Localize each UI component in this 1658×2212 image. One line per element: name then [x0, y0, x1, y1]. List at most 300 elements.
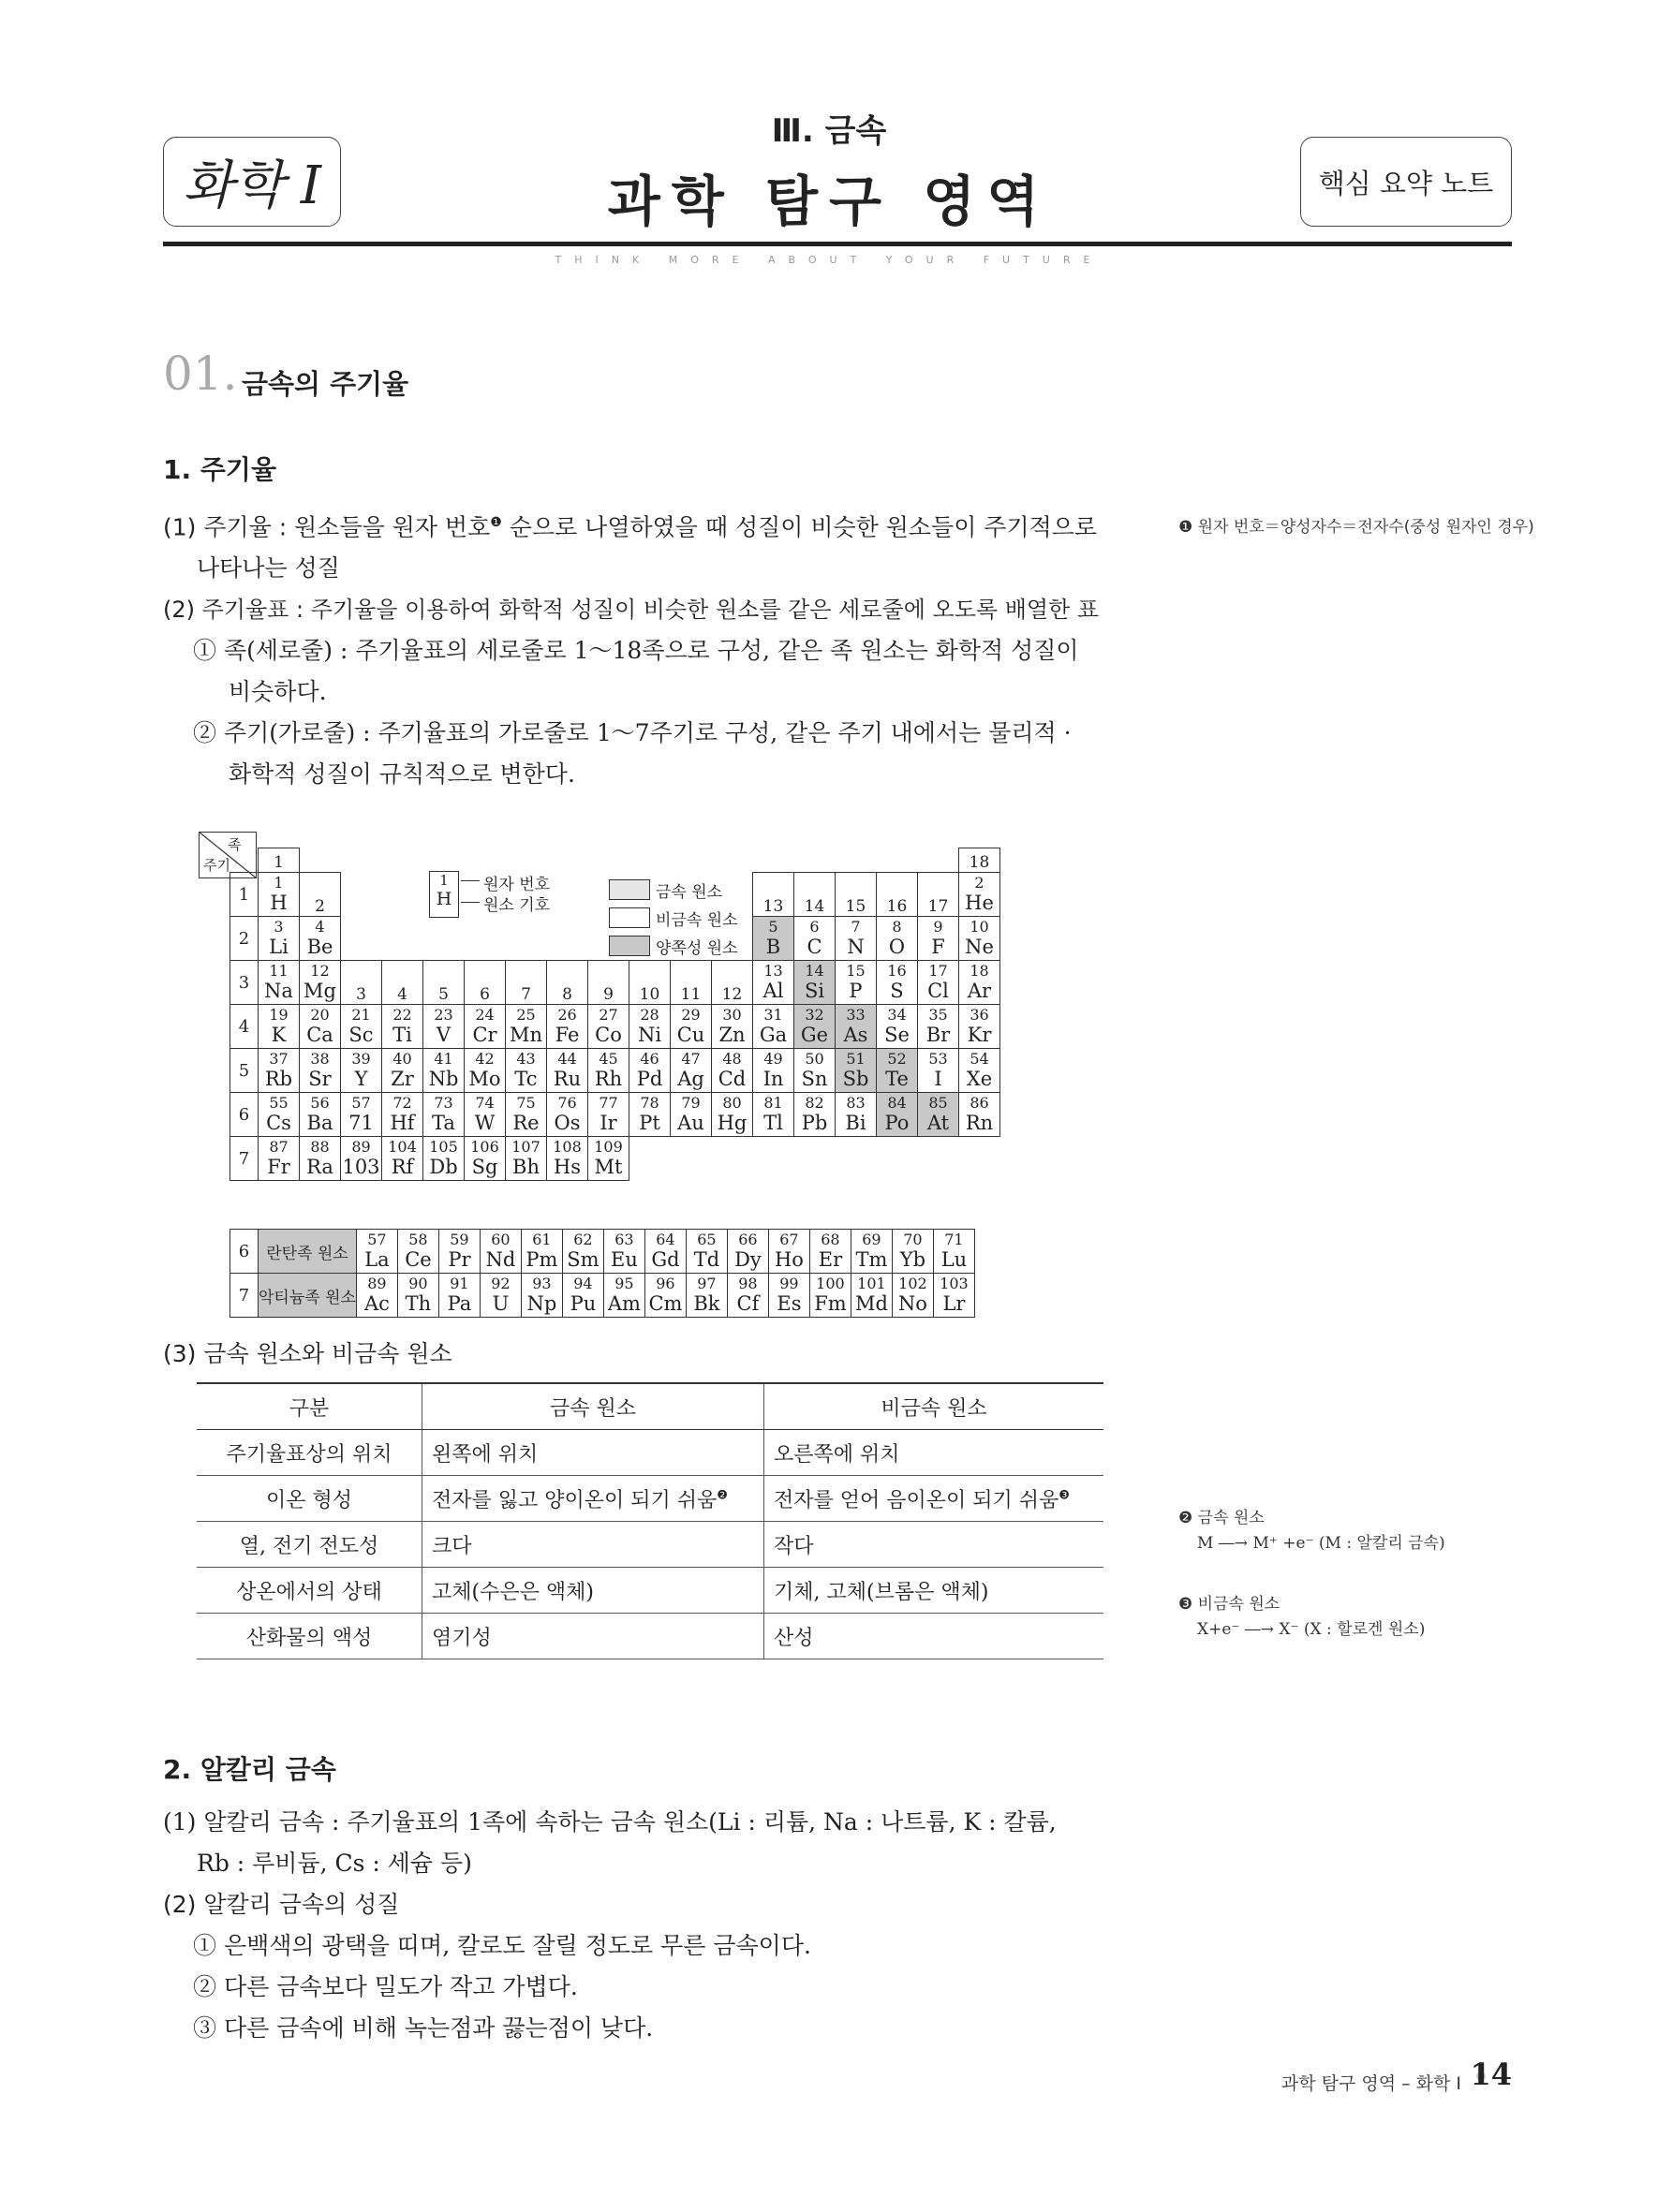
element-cell: [300, 961, 341, 1005]
period-label: 3: [230, 961, 259, 1005]
element-symbol: Lr: [942, 1292, 966, 1315]
sidenote-3-title: ❸ 비금속 원소: [1178, 1595, 1281, 1614]
table-cell: 고체(수은은 액체): [422, 1568, 764, 1614]
element-cell: [588, 1093, 629, 1137]
element-cell: [644, 1230, 686, 1274]
table-cell: 왼쪽에 위치: [422, 1430, 764, 1476]
atomic-number: 1: [274, 874, 284, 892]
atomic-number: 41: [434, 1050, 453, 1068]
atomic-number: 24: [475, 1006, 495, 1024]
atomic-number: 46: [640, 1050, 659, 1068]
table-cell: 기체, 고체(브롬은 액체): [764, 1568, 1104, 1614]
empty-cell: [341, 873, 382, 917]
element-symbol: Ir: [600, 1112, 617, 1134]
element-symbol: Cl: [927, 980, 949, 1002]
group-header: 18: [959, 848, 1000, 873]
period-label: 5: [230, 1049, 259, 1093]
note-box: [1300, 137, 1512, 227]
element-symbol: Cs: [266, 1112, 291, 1134]
atomic-number: 109: [594, 1138, 623, 1156]
group-header: 11: [671, 961, 712, 1005]
group-header: 5: [423, 961, 465, 1005]
atomic-number: 53: [928, 1050, 948, 1068]
element-cell: [918, 1093, 959, 1137]
element-symbol: Nb: [428, 1068, 459, 1090]
atomic-number: 25: [516, 1006, 536, 1024]
table-cell: 작다: [764, 1522, 1104, 1568]
period-row: [230, 1137, 1000, 1181]
sidenote-2: [1178, 1506, 1534, 1556]
atomic-number: 61: [532, 1231, 552, 1248]
element-symbol: Ag: [677, 1068, 704, 1090]
element-symbol: Pt: [639, 1112, 660, 1134]
atomic-number: 90: [408, 1275, 428, 1292]
element-cell: [727, 1230, 768, 1274]
empty-cell: [300, 848, 341, 873]
element-cell: [341, 1005, 382, 1049]
element-symbol: Yb: [899, 1248, 926, 1271]
unit-label: Ⅲ. 금속: [771, 112, 887, 150]
element-symbol: Kr: [967, 1024, 992, 1046]
table-cell: 전자를 잃고 양이온이 되기 쉬움$^❷$: [422, 1476, 764, 1522]
element-cell: [768, 1230, 809, 1274]
atomic-number: 74: [475, 1094, 495, 1112]
part2-item1-line2: Rb : 루비듐, Cs : 세슘 등): [197, 1850, 472, 1877]
element-symbol: U: [492, 1292, 510, 1315]
element-symbol: Te: [885, 1068, 909, 1090]
element-symbol: Mn: [509, 1024, 543, 1046]
group-header-row: [230, 848, 1000, 873]
f-block-label: 란탄족 원소: [259, 1230, 357, 1274]
element-symbol: Na: [264, 980, 293, 1002]
element-cell: [300, 1005, 341, 1049]
element-symbol: Pm: [526, 1248, 558, 1271]
element-cell: [603, 1230, 644, 1274]
element-cell: [753, 961, 794, 1005]
element-symbol: As: [843, 1024, 868, 1046]
atomic-number: 12: [310, 962, 330, 980]
atomic-number: 13: [763, 962, 783, 980]
table-cell: 크다: [422, 1522, 764, 1568]
part2-sub3: ③ 다른 금속에 비해 녹는점과 끓는점이 낮다.: [193, 2014, 654, 2042]
atomic-number: 104: [388, 1138, 417, 1156]
atomic-number: 51: [846, 1050, 866, 1068]
element-symbol: Lu: [940, 1248, 968, 1271]
sidenote-2-eq: M ―→ M⁺ +e⁻ (M : 알칼리 금속): [1197, 1534, 1445, 1553]
element-cell: [259, 1137, 300, 1181]
empty-cell: [382, 848, 423, 873]
subject-label: 화학 I: [182, 155, 322, 216]
element-symbol: Am: [607, 1292, 641, 1315]
element-cell: [259, 873, 300, 917]
element-symbol: Cr: [472, 1024, 497, 1046]
period-label: 1: [230, 873, 259, 917]
element-symbol: Rn: [965, 1112, 994, 1134]
element-symbol: La: [364, 1248, 390, 1271]
empty-cell: [671, 848, 712, 873]
group-header: 6: [465, 961, 506, 1005]
element-cell: [588, 1049, 629, 1093]
element-cell: [959, 961, 1000, 1005]
empty-cell: [712, 1137, 753, 1181]
atomic-number: 21: [351, 1006, 371, 1024]
group-header: 14: [794, 873, 836, 917]
element-symbol: Po: [884, 1112, 910, 1134]
element-cell: [480, 1274, 521, 1318]
element-cell: [397, 1230, 438, 1274]
legend-key-line-2: [461, 902, 480, 903]
atomic-number: 5: [768, 918, 778, 936]
empty-cell: [341, 848, 382, 873]
comparison-header-row: [197, 1383, 1103, 1430]
atomic-number: 98: [738, 1275, 758, 1292]
legend: [609, 876, 738, 960]
element-symbol: In: [762, 1068, 784, 1090]
element-cell: [341, 1137, 382, 1181]
empty-cell: [629, 1137, 671, 1181]
empty-cell: [877, 848, 918, 873]
part2-item2: (2) 알칼리 금속의 성질: [163, 1891, 400, 1918]
comparison-grid: [197, 1382, 1103, 1659]
table-row: [197, 1568, 1103, 1614]
element-cell: [794, 917, 836, 961]
atomic-number: 64: [656, 1231, 675, 1248]
element-cell: [918, 917, 959, 961]
empty-cell: [506, 848, 547, 873]
element-cell: [521, 1230, 562, 1274]
element-symbol: At: [926, 1112, 950, 1134]
element-cell: [644, 1274, 686, 1318]
empty-cell: [588, 848, 629, 873]
atomic-number: 68: [821, 1231, 840, 1248]
element-cell: [547, 1093, 588, 1137]
element-symbol: Li: [269, 936, 289, 958]
atomic-number: 85: [928, 1094, 948, 1112]
empty-cell: [341, 917, 382, 961]
element-symbol: Rb: [264, 1068, 293, 1090]
footnote-mark-1: ❶: [490, 515, 502, 530]
legend-key-number-label: 원자 번호: [483, 876, 551, 894]
group-header: 4: [382, 961, 423, 1005]
element-cell: [809, 1230, 851, 1274]
element-symbol: Fe: [555, 1024, 580, 1046]
element-symbol: Sc: [348, 1024, 374, 1046]
element-symbol: F: [931, 936, 945, 958]
element-cell: [712, 1093, 753, 1137]
atomic-number: 102: [898, 1275, 927, 1292]
element-symbol: Pu: [570, 1292, 597, 1315]
atomic-number: 92: [491, 1275, 511, 1292]
element-cell: [423, 1005, 465, 1049]
element-cell: [506, 1093, 547, 1137]
atomic-number: 82: [805, 1094, 824, 1112]
atomic-number: 86: [970, 1094, 989, 1112]
atomic-number: 69: [862, 1231, 881, 1248]
period-label: 7: [230, 1137, 259, 1181]
legend-swatch-nonmetal: [609, 907, 650, 928]
element-cell: [629, 1049, 671, 1093]
element-symbol: Nd: [485, 1248, 516, 1271]
part2-body: [163, 1802, 1118, 2049]
empty-cell: [836, 1137, 877, 1181]
atomic-number: 67: [779, 1231, 799, 1248]
atomic-number: 70: [903, 1231, 923, 1248]
atomic-number: 28: [640, 1006, 659, 1024]
element-cell: [465, 1049, 506, 1093]
empty-cell: [959, 1137, 1000, 1181]
atomic-number: 108: [553, 1138, 582, 1156]
atomic-number: 72: [392, 1094, 412, 1112]
element-symbol: Bh: [512, 1156, 540, 1178]
empty-cell: [230, 848, 259, 873]
element-symbol: Sg: [471, 1156, 498, 1178]
element-symbol: Rf: [391, 1156, 414, 1178]
atomic-number: 84: [887, 1094, 907, 1112]
element-cell: [465, 1005, 506, 1049]
f-block-row: [230, 1274, 975, 1318]
element-symbol: S: [890, 980, 904, 1002]
element-symbol: Mt: [594, 1156, 623, 1178]
element-cell: [300, 917, 341, 961]
element-cell: [671, 1005, 712, 1049]
empty-cell: [629, 848, 671, 873]
element-cell: [753, 1093, 794, 1137]
atomic-number: 99: [779, 1275, 799, 1292]
atomic-number: 73: [434, 1094, 453, 1112]
group-header: 1: [259, 848, 300, 873]
group-header: 17: [918, 873, 959, 917]
atomic-number: 101: [857, 1275, 886, 1292]
period-label: 2: [230, 917, 259, 961]
pt-corner-period: 주기: [203, 857, 230, 874]
period-label: 4: [230, 1005, 259, 1049]
element-symbol: Sn: [801, 1068, 828, 1090]
element-cell: [753, 1049, 794, 1093]
empty-cell: [712, 848, 753, 873]
note-label: 핵심 요약 노트: [1318, 167, 1494, 199]
element-symbol: Pa: [447, 1292, 472, 1315]
empty-cell: [794, 1137, 836, 1181]
element-cell: [480, 1230, 521, 1274]
empty-cell: [753, 1137, 794, 1181]
atomic-number: 103: [940, 1275, 969, 1292]
element-symbol: Mo: [468, 1068, 501, 1090]
element-cell: [341, 1093, 382, 1137]
table-cell: 산성: [764, 1614, 1104, 1659]
atomic-number: 71: [944, 1231, 964, 1248]
element-cell: [851, 1230, 892, 1274]
element-symbol: Tc: [514, 1068, 538, 1090]
atomic-number: 4: [315, 918, 325, 936]
element-symbol: V: [436, 1024, 452, 1046]
period-label: 7: [230, 1274, 259, 1318]
group-header: 3: [341, 961, 382, 1005]
part2-sub1: ① 은백색의 광택을 띠며, 칼로도 잘릴 정도로 무른 금속이다.: [193, 1932, 811, 1959]
atomic-number: 66: [738, 1231, 758, 1248]
element-cell: [712, 1005, 753, 1049]
element-cell: [836, 1005, 877, 1049]
atomic-number: 56: [310, 1094, 330, 1112]
element-cell: [259, 917, 300, 961]
atomic-number: 87: [269, 1138, 289, 1156]
atomic-number: 32: [805, 1006, 824, 1024]
element-symbol: Zn: [718, 1024, 746, 1046]
element-symbol: Hf: [390, 1112, 415, 1134]
element-symbol: Re: [512, 1112, 540, 1134]
element-symbol: Ne: [965, 936, 994, 958]
element-symbol: Cm: [648, 1292, 683, 1315]
element-cell: [933, 1230, 974, 1274]
element-cell: [300, 1137, 341, 1181]
element-cell: [603, 1274, 644, 1318]
element-symbol: Td: [693, 1248, 720, 1271]
sidenote-3: [1178, 1592, 1534, 1643]
element-cell: [836, 1093, 877, 1137]
atomic-number: 3: [274, 918, 284, 936]
atomic-number: 81: [763, 1094, 783, 1112]
sub2-line1: ② 주기(가로줄) : 주기율표의 가로줄로 1～7주기로 구성, 같은 주기 내에서는 물리적 ·: [193, 719, 1072, 747]
element-cell: [836, 917, 877, 961]
atomic-number: 78: [640, 1094, 659, 1112]
group-header: 13: [753, 873, 794, 917]
item2-line: (2) 주기율표 : 주기율을 이용하여 화학적 성질이 비슷한 원소를 같은 세로줄에 오도록 배열한 표: [163, 597, 1100, 624]
empty-cell: [918, 848, 959, 873]
element-cell: [465, 1093, 506, 1137]
atomic-number: 31: [763, 1006, 783, 1024]
period-row: [230, 1005, 1000, 1049]
sidenote-1: ❶ 원자 번호＝양성자수＝전자수(중성 원자인 경우): [1178, 518, 1534, 537]
part1-3-heading: (3) 금속 원소와 비금속 원소: [163, 1340, 452, 1367]
element-symbol: Bk: [693, 1292, 720, 1315]
atomic-number: 106: [470, 1138, 499, 1156]
atomic-number: 50: [805, 1050, 824, 1068]
atomic-number: 76: [557, 1094, 577, 1112]
element-cell: [794, 961, 836, 1005]
atomic-number: 17: [928, 962, 948, 980]
element-cell: [768, 1274, 809, 1318]
atomic-number: 55: [269, 1094, 289, 1112]
atomic-number: 96: [656, 1275, 675, 1292]
element-symbol: Se: [884, 1024, 910, 1046]
element-symbol: I: [934, 1068, 942, 1090]
element-symbol: Cu: [676, 1024, 705, 1046]
atomic-number: 9: [933, 918, 943, 936]
element-cell: [259, 1005, 300, 1049]
table-row: [197, 1476, 1103, 1522]
element-symbol: Sb: [842, 1068, 869, 1090]
element-cell: [382, 1049, 423, 1093]
element-symbol: Bi: [845, 1112, 866, 1134]
group-header: 15: [836, 873, 877, 917]
element-cell: [959, 873, 1000, 917]
element-symbol: Be: [306, 936, 333, 958]
atomic-number: 107: [511, 1138, 540, 1156]
atomic-number: 75: [516, 1094, 536, 1112]
element-cell: [588, 1137, 629, 1181]
period-row: [230, 1049, 1000, 1093]
element-cell: [918, 1005, 959, 1049]
sub2-line2: 화학적 성질이 규칙적으로 변한다.: [229, 760, 575, 789]
element-symbol: B: [765, 936, 781, 958]
element-symbol: Ga: [759, 1024, 788, 1046]
footer-text: 과학 탐구 영역 – 화학 Ⅰ: [1281, 2073, 1461, 2094]
element-symbol: Ca: [306, 1024, 333, 1046]
element-cell: [686, 1230, 727, 1274]
element-cell: [753, 917, 794, 961]
group-header: 9: [588, 961, 629, 1005]
atomic-number: 2: [974, 874, 984, 892]
element-symbol: Al: [762, 980, 784, 1002]
period-label: 6: [230, 1093, 259, 1137]
atomic-number: 6: [809, 918, 820, 936]
element-symbol: Ru: [553, 1068, 582, 1090]
element-symbol: Br: [925, 1024, 951, 1046]
element-cell: [423, 1093, 465, 1137]
element-cell: [547, 1049, 588, 1093]
legend-key-line-1: [461, 880, 480, 881]
atomic-number: 97: [697, 1275, 717, 1292]
atomic-number: 34: [887, 1006, 907, 1024]
element-symbol: Pr: [448, 1248, 471, 1271]
element-symbol: O: [888, 936, 906, 958]
element-cell: [877, 1005, 918, 1049]
atomic-number: 23: [434, 1006, 453, 1024]
element-symbol: Es: [777, 1292, 802, 1315]
element-cell: [877, 1049, 918, 1093]
element-symbol: Hs: [553, 1156, 582, 1178]
element-cell: [959, 1049, 1000, 1093]
sidenote-3-eq: X+e⁻ ―→ X⁻ (X : 할로겐 원소): [1197, 1620, 1426, 1639]
atomic-number: 89: [367, 1275, 387, 1292]
element-symbol: Xe: [966, 1068, 993, 1090]
group-header: 16: [877, 873, 918, 917]
sub1-line2: 비슷하다.: [229, 678, 327, 706]
table-cell: 염기성: [422, 1614, 764, 1659]
element-cell: [562, 1230, 603, 1274]
atomic-number: 33: [846, 1006, 866, 1024]
table-cell: 상온에서의 상태: [197, 1568, 422, 1614]
sidenote-2-title: ❷ 금속 원소: [1178, 1509, 1265, 1527]
atomic-number: 63: [614, 1231, 634, 1248]
element-symbol: Tm: [855, 1248, 888, 1271]
table-cell: 이온 형성: [197, 1476, 422, 1522]
element-cell: [809, 1274, 851, 1318]
atomic-number: 105: [429, 1138, 458, 1156]
empty-cell: [423, 848, 465, 873]
legend-key-symbol-label: 원소 기호: [483, 896, 551, 915]
element-symbol: Fm: [814, 1292, 847, 1315]
element-symbol: Co: [595, 1024, 622, 1046]
empty-cell: [382, 873, 423, 917]
page-number: 14: [1470, 2057, 1512, 2092]
sub1-line1: ① 족(세로줄) : 주기율표의 세로줄로 1～18족으로 구성, 같은 족 원소는 화학적 성질이: [193, 637, 1079, 665]
atomic-number: 30: [722, 1006, 742, 1024]
group-header: 8: [547, 961, 588, 1005]
element-symbol: Db: [429, 1156, 458, 1178]
atomic-number: 16: [887, 962, 907, 980]
legend-metal: 금속 원소: [609, 876, 738, 904]
element-symbol: K: [271, 1024, 287, 1046]
atomic-number: 15: [846, 962, 866, 980]
element-cell: [753, 1005, 794, 1049]
element-symbol: Hg: [717, 1112, 748, 1134]
element-symbol: No: [897, 1292, 927, 1315]
f-block-table: [229, 1229, 975, 1318]
footnote-mark-3: ❸: [1058, 1488, 1070, 1503]
element-cell: [300, 1049, 341, 1093]
element-symbol: Os: [554, 1112, 581, 1134]
atomic-number: 57: [351, 1094, 371, 1112]
